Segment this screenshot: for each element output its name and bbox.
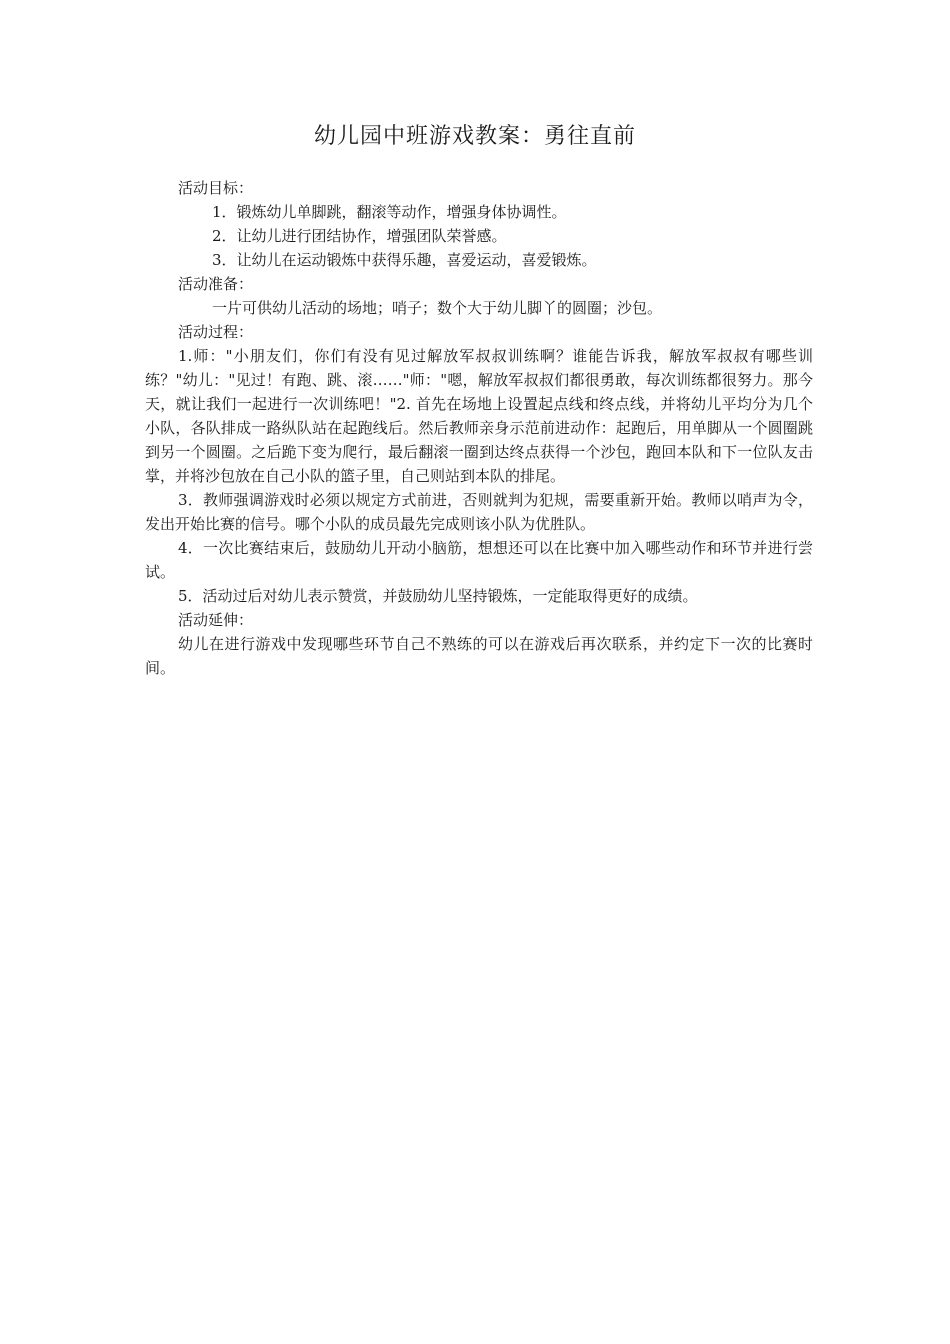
process-step: 3．教师强调游戏时必须以规定方式前进，否则就判为犯规，需要重新开始。教师以哨声为令，发出开始比赛的信号。哪个小队的成员最先完成则该小队为优胜队。 [145, 491, 813, 533]
document-title: 幼儿园中班游戏教案：勇往直前 [313, 124, 636, 149]
goal-item: 3．让幼儿在运动锻炼中获得乐趣，喜爱运动，喜爱锻炼。 [212, 251, 597, 269]
goal-item: 1．锻炼幼儿单脚跳，翻滚等动作，增强身体协调性。 [212, 203, 567, 221]
prep-text: 一片可供幼儿活动的场地；哨子；数个大于幼儿脚丫的圆圈；沙包。 [212, 299, 663, 317]
prep-heading: 活动准备： [178, 275, 254, 293]
process-step: 4．一次比赛结束后，鼓励幼儿开动小脑筋，想想还可以在比赛中加入哪些动作和环节并进行尝试。 [145, 539, 813, 581]
process-heading: 活动过程： [178, 323, 254, 341]
process-step: 1.师："小朋友们，你们有没有见过解放军叔叔训练啊？谁能告诉我，解放军叔叔有哪些训练？"幼儿："见过！有跑、跳、滚……"师："嗯，解放军叔叔们都很勇敢，每次训练都很努力。那今天，就让我们一起进行一次训练吧！"2. 首先在场地上设置起点线和终点线，并将幼儿平均分为几个小队，各队排成一路纵队站在起跑线后。然后教师亲身示范前进动作：起跑后，用单脚从一个圆圈跳到另一个圆圈。之后跪下变为爬行，最后翻滚一圈到达终点获得一个沙包，跑回本队和下一位队友击掌，并将沙包放在自己小队的篮子里，自己则站到本队的排尾。 [145, 347, 813, 485]
goals-heading: 活动目标： [178, 179, 254, 197]
process-step: 5．活动过后对幼儿表示赞赏，并鼓励幼儿坚持锻炼，一定能取得更好的成绩。 [178, 587, 698, 605]
extension-text: 幼儿在进行游戏中发现哪些环节自己不熟练的可以在游戏后再次联系，并约定下一次的比赛时间。 [145, 635, 813, 677]
goal-item: 2．让幼儿进行团结协作，增强团队荣誉感。 [212, 227, 507, 245]
extension-heading: 活动延伸： [178, 611, 254, 629]
document-body [145, 176, 813, 680]
